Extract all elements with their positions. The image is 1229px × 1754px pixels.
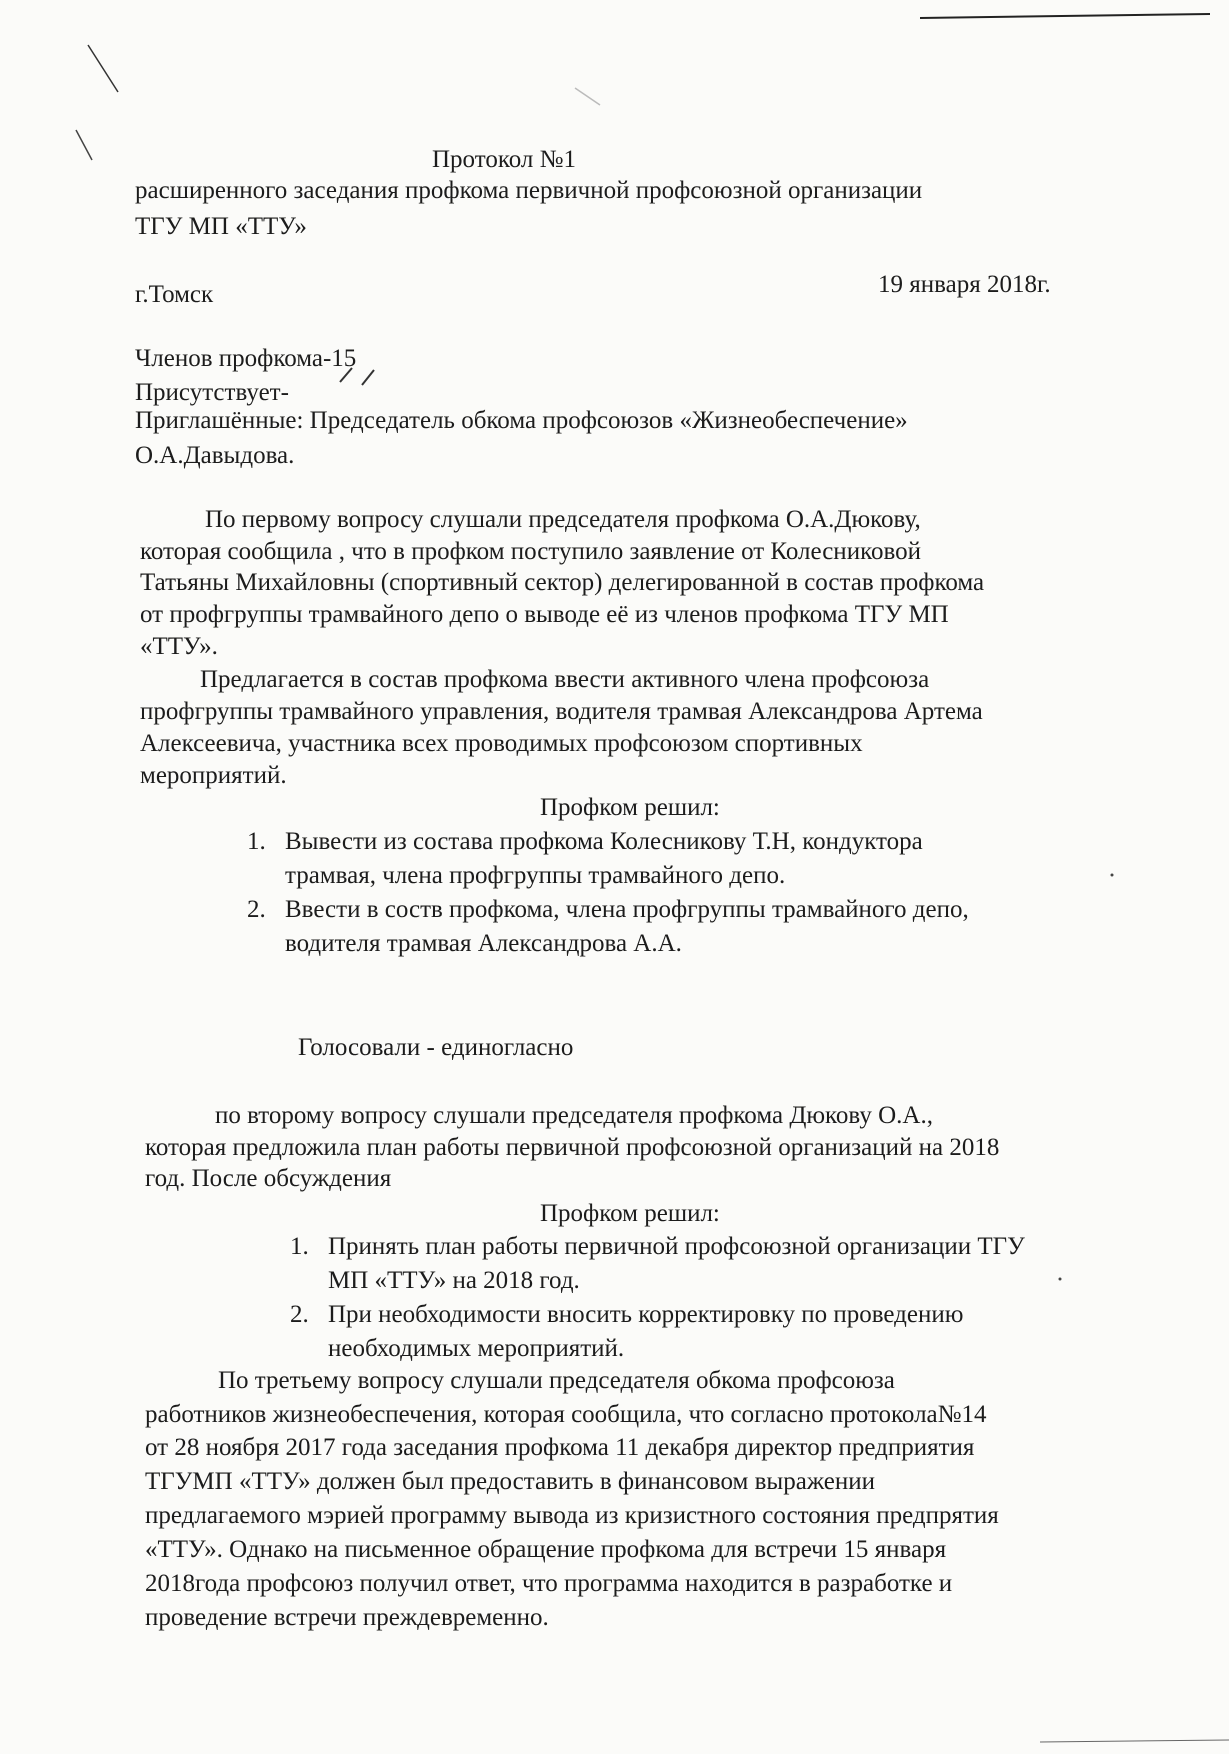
q2-line: год. После обсуждения bbox=[145, 1165, 392, 1192]
scan-stroke bbox=[76, 130, 92, 160]
q2-item-text: необходимых мероприятий. bbox=[328, 1335, 625, 1362]
q2-item bbox=[290, 1232, 1025, 1262]
q1-item-number: 2. bbox=[247, 896, 266, 923]
q3-line: 2018года профсоюз получил ответ, что программа находится в разработке и bbox=[145, 1570, 953, 1597]
scan-dot bbox=[1111, 874, 1114, 877]
q3-line: проведение встречи преждевременно. bbox=[145, 1604, 549, 1631]
q2-decided: Профком решил: bbox=[540, 1200, 720, 1227]
q1-line: По первому вопросу слушали председателя профкома О.А.Дюкову, bbox=[205, 506, 921, 533]
q2-item-text: МП «ТТУ» на 2018 год. bbox=[328, 1267, 580, 1294]
q2-item-text: При необходимости вносить корректировку по проведению bbox=[328, 1301, 964, 1328]
q1-line: которая сообщила , что в профком поступило заявление от Колесниковой bbox=[140, 538, 921, 565]
q1-decided: Профком решил: bbox=[540, 794, 720, 821]
q1-line: Татьяны Михайловны (спортивный сектор) делегированной в состав профкома bbox=[140, 569, 985, 596]
scan-stroke bbox=[88, 45, 118, 92]
present-value bbox=[340, 370, 363, 400]
q1-item-text: Ввести в соств профкома, члена профгруппы трамвайного депо, bbox=[285, 896, 969, 923]
q2-item-text: Принять план работы первичной профсоюзной организации ТГУ bbox=[328, 1233, 1025, 1260]
document-subtitle: расширенного заседания профкома первичной профсоюзной организации bbox=[135, 177, 923, 204]
invited-line: Приглашённые: Председатель обкома профсоюзов «Жизнеобеспечение» bbox=[135, 407, 908, 434]
q3-line: «ТТУ». Однако на письменное обращение профкома для встречи 15 января bbox=[145, 1536, 947, 1563]
scan-line-bottom bbox=[1040, 1740, 1229, 1742]
q2-item-number: 1. bbox=[290, 1233, 309, 1260]
scan-dot bbox=[1059, 1278, 1062, 1281]
q1-line: «ТТУ». bbox=[140, 633, 218, 660]
q3-line: предлагаемого мэрией программу вывода из кризистного состояния предпрятия bbox=[145, 1502, 999, 1529]
q2-line: которая предложила план работы первичной профсоюзной организаций на 2018 bbox=[145, 1134, 1000, 1161]
q1-line: Предлагается в состав профкома ввести активного члена профсоюза bbox=[200, 666, 930, 693]
q3-line: ТГУМП «ТТУ» должен был предоставить в финансовом выражении bbox=[145, 1468, 876, 1495]
q1-line: профгруппы трамвайного управления, водителя трамвая Александрова Артема bbox=[140, 698, 983, 725]
present-line bbox=[135, 378, 289, 408]
q1-item-text: трамвая, члена профгруппы трамвайного депо. bbox=[285, 862, 786, 889]
vote-result: Голосовали - единогласно bbox=[298, 1034, 574, 1061]
document-title: Протокол №1 bbox=[432, 146, 576, 173]
q1-line: от профгруппы трамвайного депо о выводе её из членов профкома ТГУ МП bbox=[140, 601, 949, 628]
q1-line: Алексеевича, участника всех проводимых профсоюзом спортивных bbox=[140, 730, 863, 757]
members-count: Членов профкома-15 bbox=[135, 345, 357, 372]
q3-line: По третьему вопросу слушали председателя обкома профсоюза bbox=[218, 1367, 895, 1394]
scan-stroke bbox=[575, 88, 600, 105]
q2-item bbox=[290, 1300, 963, 1330]
q1-line: мероприятий. bbox=[140, 762, 287, 789]
q3-line: от 28 ноября 2017 года заседания профкома 11 декабря директор предприятия bbox=[145, 1434, 975, 1461]
q1-item-number: 1. bbox=[247, 828, 266, 855]
q2-line: по второму вопросу слушали председателя профкома Дюкову О.А., bbox=[215, 1102, 933, 1129]
q1-item bbox=[247, 895, 969, 925]
scan-line-top bbox=[920, 14, 1210, 18]
document-subtitle: ТГУ МП «ТТУ» bbox=[135, 213, 307, 240]
present-handwritten-tick bbox=[362, 370, 374, 385]
q1-item-text: Вывести из состава профкома Колесникову Т.Н, кондуктора bbox=[285, 828, 923, 855]
q1-item-text: водителя трамвая Александрова А.А. bbox=[285, 930, 682, 957]
document-date: 19 января 2018г. bbox=[878, 271, 1051, 298]
document-city: г.Томск bbox=[135, 281, 214, 308]
present-label: Присутствует- bbox=[135, 379, 289, 406]
q1-item bbox=[247, 827, 923, 857]
q3-line: работников жизнеобеспечения, которая сообщила, что согласно протокола№14 bbox=[145, 1401, 987, 1428]
q2-item-number: 2. bbox=[290, 1301, 309, 1328]
invited-name: О.А.Давыдова. bbox=[135, 442, 295, 469]
